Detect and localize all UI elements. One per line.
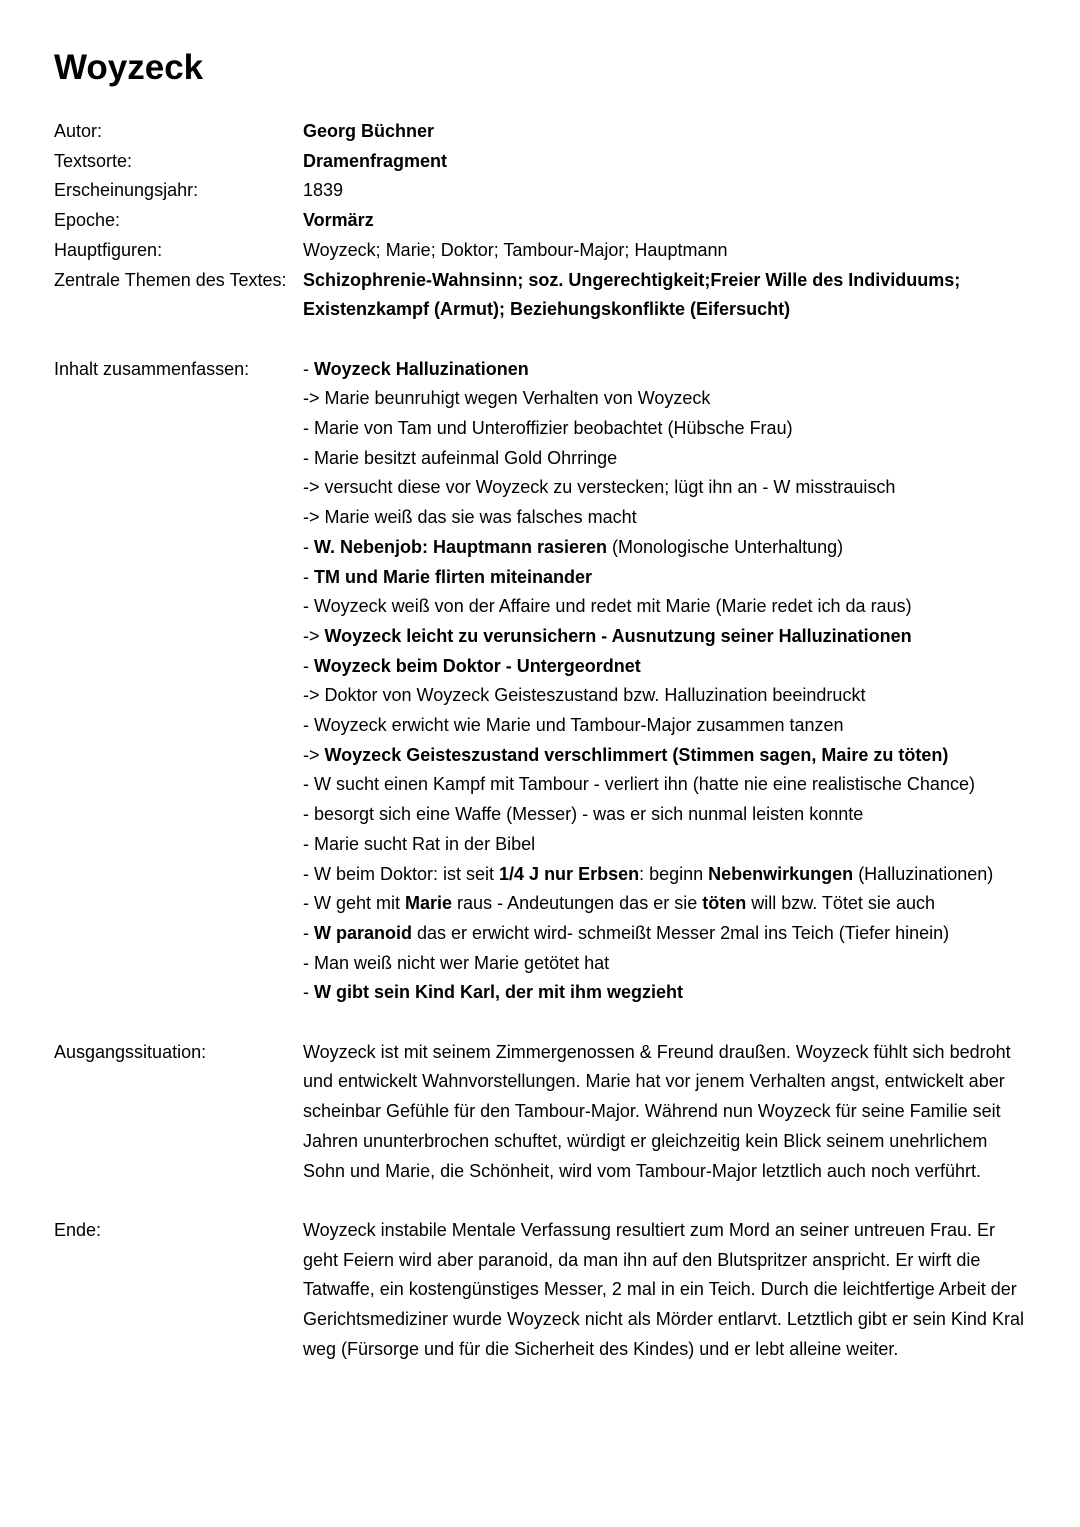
summary-line: [303, 563, 1044, 593]
ending-line: Woyzeck instabile Mentale Verfassung resultiert zum Mord an seiner untreuen Frau. Er: [303, 1219, 995, 1240]
summary-line: [303, 770, 1044, 800]
meta-value: 1839: [303, 180, 344, 201]
meta-label: Erscheinungsjahr:: [54, 180, 199, 201]
situation-label: Ausgangssituation:: [54, 1041, 207, 1062]
summary-segment: - Man weiß nicht wer Marie getötet hat: [303, 952, 610, 973]
summary-line: [303, 592, 1044, 622]
situation-row: [54, 1038, 1044, 1187]
summary-segment: - Woyzeck weiß von der Affaire und redet mit Marie (Marie redet ich da raus): [303, 596, 912, 617]
meta-row-characters: [54, 236, 1044, 266]
summary-line: [303, 533, 1044, 563]
meta-value: Woyzeck; Marie; Doktor; Tambour-Major; Hauptmann: [303, 239, 728, 260]
summary-segment: -> Marie beunruhigt wegen Verhalten von Woyzeck: [303, 388, 711, 409]
summary-segment: ->: [303, 625, 325, 646]
themes-value: [303, 266, 1044, 325]
section-spacer: [54, 325, 1044, 355]
summary-line: [303, 978, 1044, 1008]
meta-value: Georg Büchner: [303, 121, 435, 141]
summary-segment: -: [303, 922, 314, 943]
meta-label: Epoche:: [54, 210, 121, 231]
themes-line: Existenzkampf (Armut); Beziehungskonflikte (Eifersucht): [303, 299, 791, 320]
themes-line: Schizophrenie-Wahnsinn; soz. Ungerechtigkeit;Freier Wille des Individuums;: [303, 269, 961, 290]
summary-segment: (Halluzinationen): [853, 863, 994, 884]
situation-text: [303, 1038, 1044, 1187]
summary-segment: das er erwicht wird- schmeißt Messer 2mal ins Teich (Tiefer hinein): [412, 922, 950, 943]
summary-line: [303, 741, 1044, 771]
meta-label: Hauptfiguren:: [54, 239, 163, 260]
summary-line: [303, 860, 1044, 890]
summary-segment: will bzw. Tötet sie auch: [746, 893, 935, 914]
info-table: [54, 117, 1044, 1364]
summary-row: [54, 355, 1044, 1008]
meta-label: Textsorte:: [54, 150, 133, 171]
meta-label: Autor:: [54, 121, 103, 141]
summary-segment: raus - Andeutungen das er sie: [452, 893, 703, 914]
situation-line: Jahren ununterbrochen schuftet, würdigt er gleichzeitig kein Blick seinem unehrlichem: [303, 1130, 988, 1151]
situation-line: und entwickelt Wahnvorstellungen. Marie hat vor jenem Verhalten angst, entwickelt aber: [303, 1071, 1005, 1092]
situation-line: Sohn und Marie, die Schönheit, wird vom Tambour-Major letztlich auch noch verführt.: [303, 1160, 981, 1181]
summary-segment: W paranoid: [314, 922, 412, 943]
ending-line: geht Feiern wird aber paranoid, da man ihn auf den Blutspritzer anspricht. Er wirft die: [303, 1249, 981, 1270]
summary-segment: Nebenwirkungen: [708, 863, 854, 884]
summary-line: [303, 681, 1044, 711]
summary-line: [303, 652, 1044, 682]
meta-row-text-type: [54, 147, 1044, 177]
summary-line: [303, 384, 1044, 414]
summary-segment: Woyzeck Halluzinationen: [314, 358, 529, 379]
summary-line: [303, 919, 1044, 949]
summary-segment: -> versucht diese vor Woyzeck zu verstecken; lügt ihn an - W misstrauisch: [303, 477, 896, 498]
summary-segment: -: [303, 536, 314, 557]
summary-segment: -: [303, 655, 314, 676]
summary-segment: töten: [702, 893, 747, 914]
summary-line: [303, 800, 1044, 830]
summary-label: Inhalt zusammenfassen:: [54, 358, 250, 379]
summary-line: [303, 949, 1044, 979]
meta-row-author: [54, 117, 1044, 147]
document-title: Woyzeck: [54, 48, 204, 87]
summary-segment: - besorgt sich eine Waffe (Messer) - was er sich nunmal leisten konnte: [303, 804, 864, 825]
summary-segment: - W sucht einen Kampf mit Tambour - verliert ihn (hatte nie eine realistische Chance): [303, 774, 975, 795]
situation-line: scheinbar Gefühle für den Tambour-Major. Während nun Woyzeck für seine Familie seit: [303, 1101, 1001, 1122]
summary-segment: - Marie sucht Rat in der Bibel: [303, 833, 536, 854]
summary-line: [303, 830, 1044, 860]
themes-label: Zentrale Themen des Textes:: [54, 269, 287, 290]
summary-segment: -> Marie weiß das sie was falsches macht: [303, 507, 637, 528]
summary-line: [303, 473, 1044, 503]
summary-segment: Woyzeck leicht zu verunsichern - Ausnutzung seiner Halluzinationen: [324, 625, 912, 646]
summary-segment: -: [303, 566, 314, 587]
summary-segment: -: [303, 982, 314, 1003]
summary-segment: - W beim Doktor: ist seit: [303, 863, 500, 884]
summary-segment: Woyzeck beim Doktor - Untergeordnet: [314, 655, 641, 676]
summary-line: [303, 503, 1044, 533]
summary-line: [303, 444, 1044, 474]
summary-line: [303, 414, 1044, 444]
situation-line: Woyzeck ist mit seinem Zimmergenossen & Freund draußen. Woyzeck fühlt sich bedroht: [303, 1041, 1011, 1062]
ending-line: Tatwaffe, ein kostengünstiges Messer, 2 mal in ein Teich. Durch die leichtfertige Arbeit der: [303, 1279, 1017, 1300]
summary-line: [303, 622, 1044, 652]
meta-row-epoch: [54, 206, 1044, 236]
ending-line: weg (Fürsorge und für die Sicherheit des Kindes) und er lebt alleine weiter.: [303, 1338, 899, 1359]
summary-line: [303, 889, 1044, 919]
summary-segment: (Monologische Unterhaltung): [607, 536, 844, 557]
summary-segment: W gibt sein Kind Karl, der mit ihm wegzieht: [314, 982, 684, 1003]
summary-segment: Marie: [405, 893, 453, 914]
meta-row-year: [54, 176, 1044, 206]
ending-row: [54, 1216, 1044, 1365]
ending-line: Gerichtsmediziner wurde Woyzeck nicht als Mörder entlarvt. Letztlich gibt er sein Kind Kral: [303, 1309, 1024, 1330]
summary-segment: - Marie von Tam und Unteroffizier beobachtet (Hübsche Frau): [303, 418, 793, 439]
summary-segment: 1/4 J nur Erbsen: [499, 863, 640, 884]
summary-segment: TM und Marie flirten miteinander: [314, 566, 593, 587]
themes-row: [54, 266, 1044, 325]
section-spacer: [54, 1186, 1044, 1216]
section-spacer: [54, 1008, 1044, 1038]
ending-text: [303, 1216, 1044, 1365]
summary-segment: - Marie besitzt aufeinmal Gold Ohrringe: [303, 447, 618, 468]
ending-label: Ende:: [54, 1219, 102, 1240]
summary-line: [303, 711, 1044, 741]
summary-line: [303, 355, 1044, 385]
summary-segment: : beginn: [639, 863, 709, 884]
summary-segment: - W geht mit: [303, 893, 406, 914]
summary-segment: -> Doktor von Woyzeck Geisteszustand bzw. Halluzination beeindruckt: [303, 685, 866, 706]
summary-segment: Woyzeck Geisteszustand verschlimmert (Stimmen sagen, Maire zu töten): [324, 744, 949, 765]
summary-segment: - Woyzeck erwicht wie Marie und Tambour-Major zusammen tanzen: [303, 715, 844, 736]
summary-list: [303, 355, 1044, 1008]
summary-segment: ->: [303, 744, 325, 765]
meta-value: Vormärz: [303, 210, 374, 231]
summary-segment: W. Nebenjob: Hauptmann rasieren: [314, 536, 608, 557]
summary-segment: -: [303, 358, 314, 379]
meta-value: Dramenfragment: [303, 150, 448, 171]
